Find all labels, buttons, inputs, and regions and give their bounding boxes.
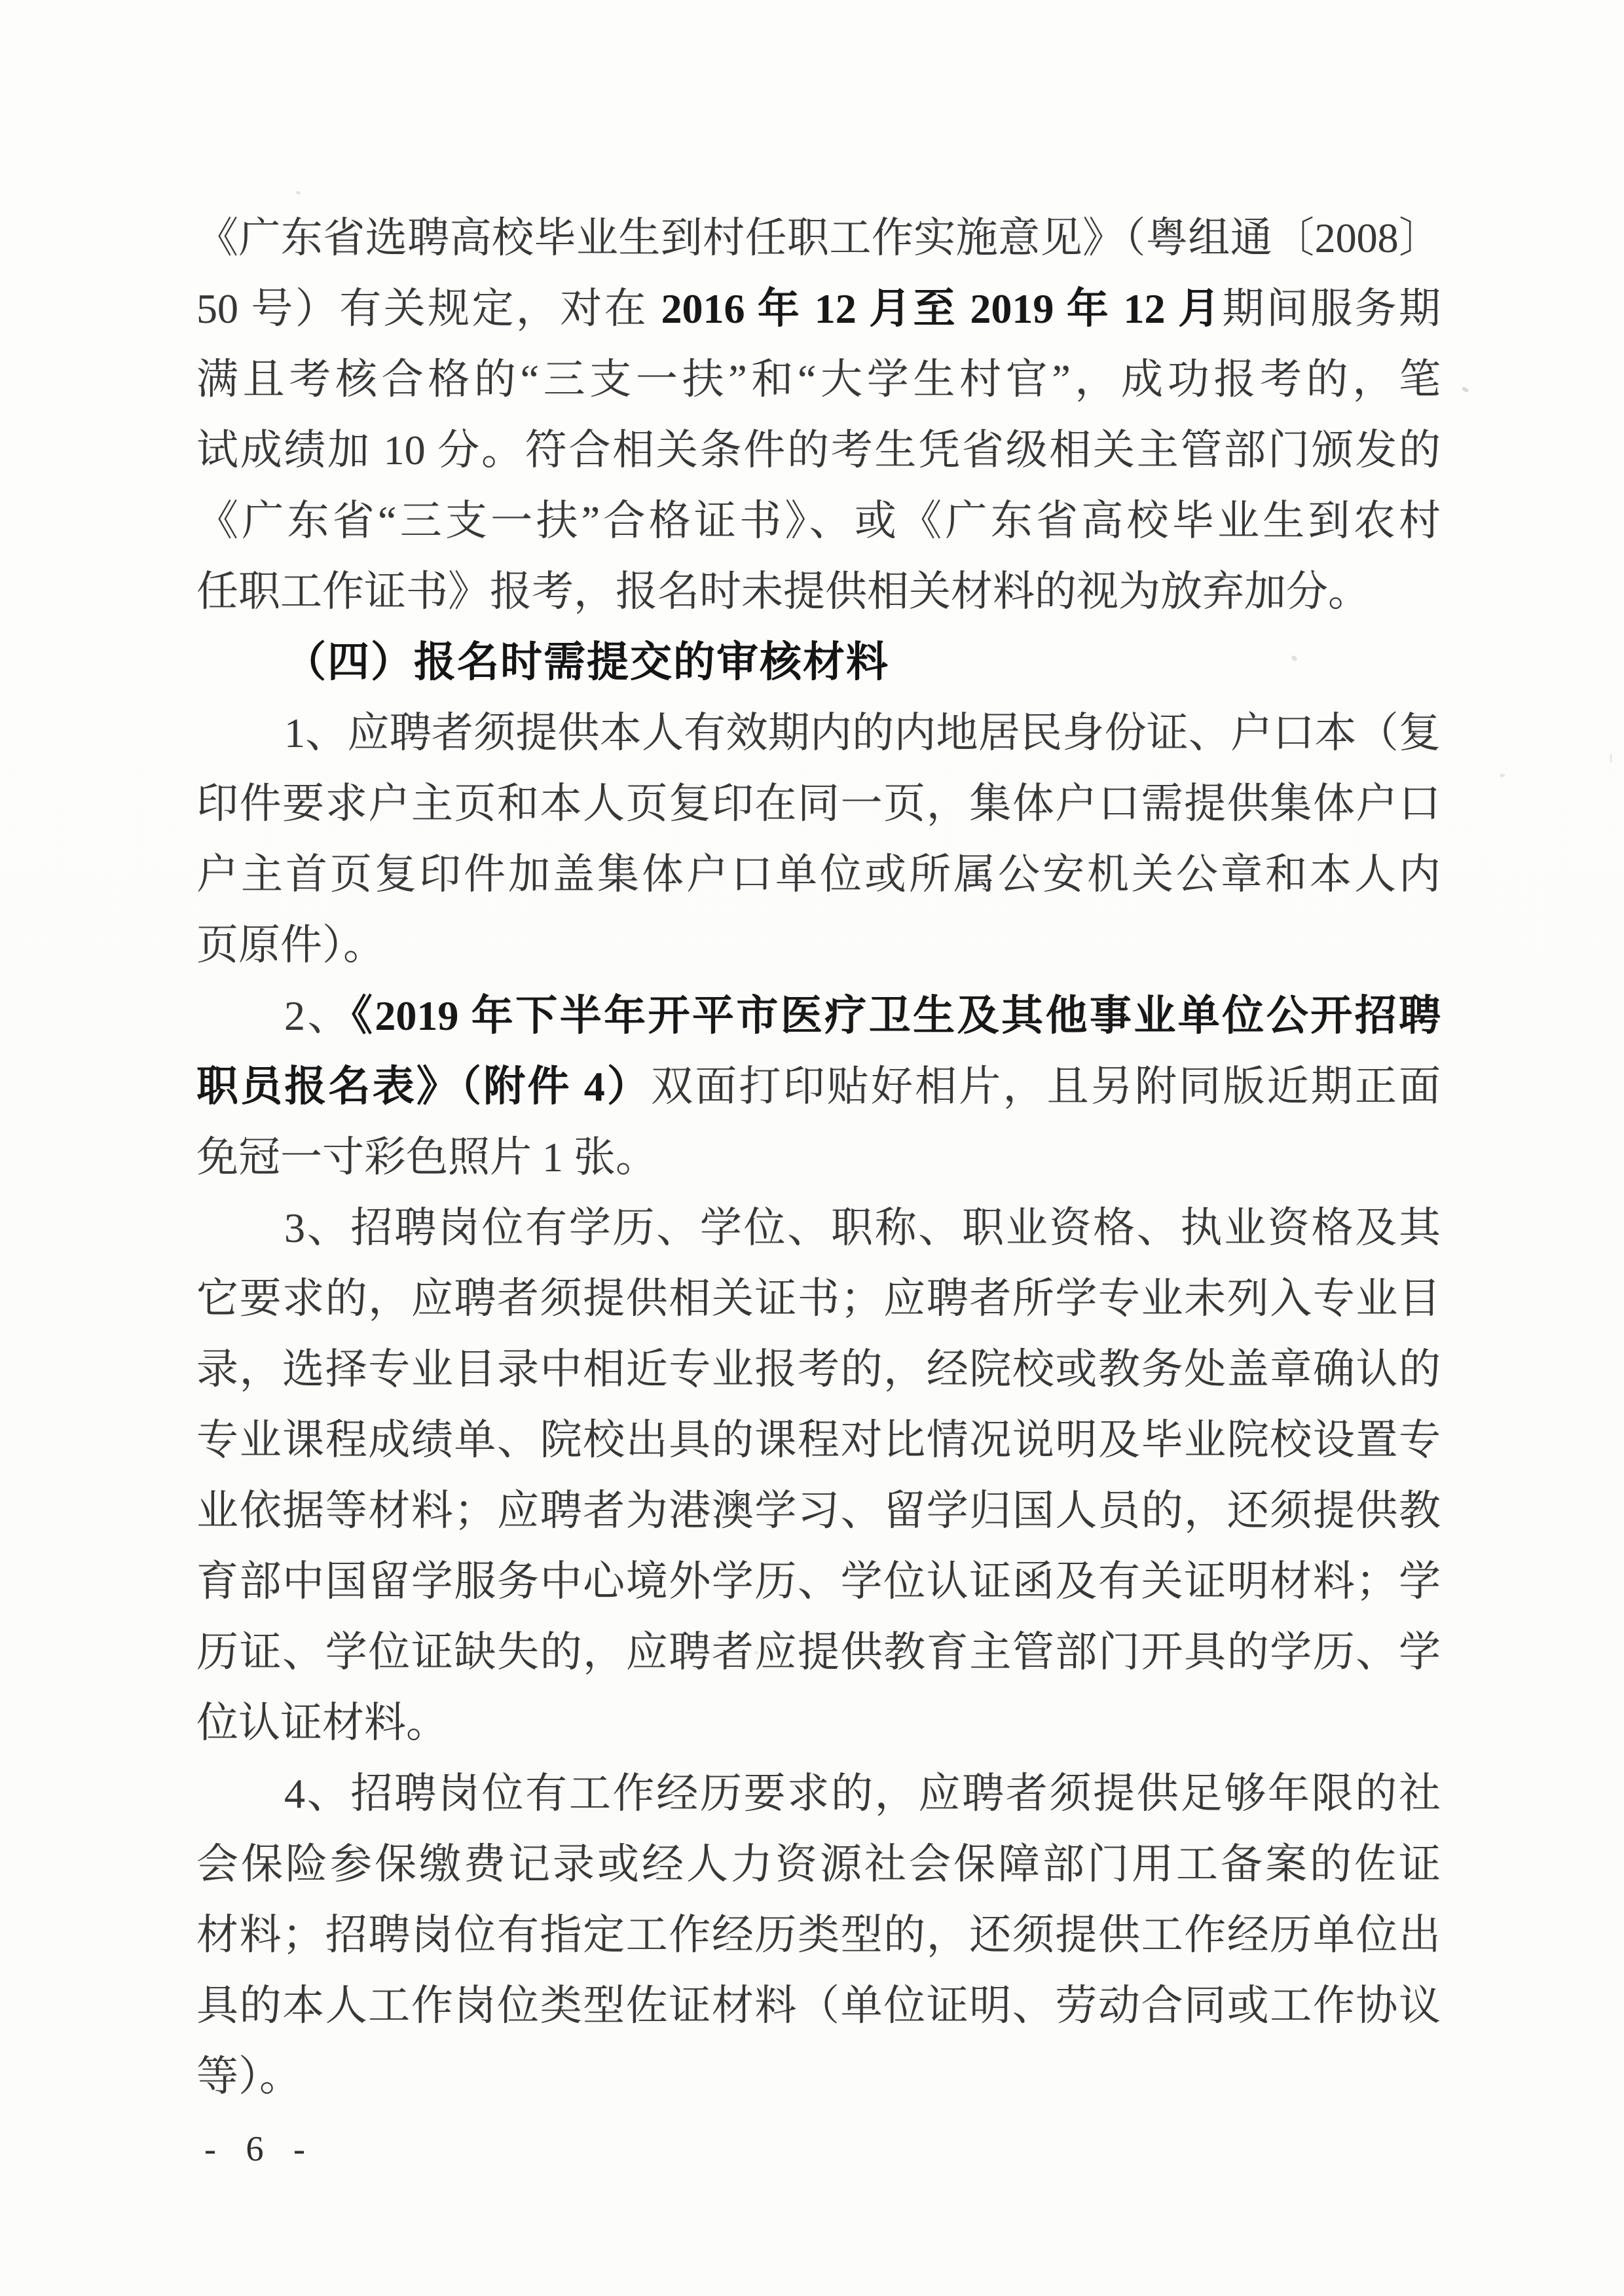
text-line — [196, 486, 1441, 556]
text-line — [196, 556, 1441, 627]
bold-text-run: 2016 年 12 月至 2019 年 12 月 — [661, 285, 1223, 332]
text-run: 专业课程成绩单、院校出具的课程对比情况说明及毕业院校设置专 — [196, 1417, 1441, 1463]
bold-text-run: 职员报名表》（附件 4） — [196, 1063, 652, 1110]
text-run: 期间服务期 — [1222, 285, 1441, 332]
text-run: 满且考核合格的“三支一扶”和“大学生村官”，成功报考的，笔 — [196, 356, 1441, 403]
text-line — [196, 981, 1441, 1051]
text-run: 页原件）。 — [196, 922, 385, 968]
text-run: 会保险参保缴费记录或经人力资源社会保障部门用工备案的佐证 — [196, 1841, 1441, 1887]
text-line — [196, 1264, 1441, 1334]
text-run: 它要求的，应聘者须提供相关证书；应聘者所学专业未列入专业目 — [196, 1275, 1441, 1322]
text-line — [196, 1051, 1441, 1122]
text-line — [196, 274, 1441, 344]
text-line — [196, 910, 1441, 981]
text-line — [196, 698, 1441, 769]
text-run: 4、招聘岗位有工作经历要求的，应聘者须提供足够年限的社 — [284, 1770, 1441, 1817]
text-run: 户主首页复印件加盖集体户口单位或所属公安机关公章和本人内 — [196, 851, 1441, 898]
text-run: 试成绩加 10 分。符合相关条件的考生凭省级相关主管部门颁发的 — [196, 427, 1441, 473]
text-line — [196, 1688, 1441, 1758]
text-run: 50 号）有关规定，对在 — [196, 285, 661, 332]
scan-speck — [1500, 774, 1505, 777]
text-line — [196, 1193, 1441, 1264]
text-run: 任职工作证书》报考，报名时未提供相关材料的视为放弃加分。 — [196, 568, 1370, 615]
text-line — [196, 415, 1441, 486]
text-run: 业依据等材料；应聘者为港澳学习、留学归国人员的，还须提供教 — [196, 1487, 1441, 1534]
text-line — [196, 2041, 1441, 2112]
text-run: 录，选择专业目录中相近专业报考的，经院校或教务处盖章确认的 — [196, 1346, 1441, 1393]
document-text-block — [196, 203, 1441, 2112]
section-heading — [196, 627, 1441, 698]
bold-text-run: 《2019 年下半年开平市医疗卫生及其他事业单位公开招聘 — [351, 993, 1441, 1039]
text-run: 位认证材料。 — [196, 1700, 448, 1746]
text-run: 《广东省选聘高校毕业生到村任职工作实施意见》（粤组通〔2008〕 — [196, 215, 1441, 261]
text-line — [196, 1546, 1441, 1617]
text-line — [196, 1122, 1441, 1193]
text-run: 具的本人工作岗位类型佐证材料（单位证明、劳动合同或工作协议 — [196, 1982, 1441, 2029]
text-line — [196, 1405, 1441, 1476]
text-run: 等）。 — [196, 2053, 301, 2100]
text-line — [196, 839, 1441, 910]
text-run: 2、 — [284, 993, 352, 1039]
text-run: 免冠一寸彩色照片 1 张。 — [196, 1134, 657, 1180]
text-run: 历证、学位证缺失的，应聘者应提供教育主管部门开具的学历、学 — [196, 1629, 1441, 1675]
scan-speck — [754, 1651, 758, 1654]
text-line — [196, 203, 1441, 274]
text-run: 《广东省“三支一扶”合格证书》、或《广东省高校毕业生到农村 — [196, 498, 1441, 544]
text-line — [196, 1476, 1441, 1546]
text-line — [196, 1971, 1441, 2041]
scan-speck — [295, 191, 301, 195]
text-line — [196, 769, 1441, 839]
text-run: 育部中国留学服务中心境外学历、学位认证函及有关证明材料；学 — [196, 1558, 1441, 1605]
text-line — [196, 1829, 1441, 1900]
text-run: 材料；招聘岗位有指定工作经历类型的，还须提供工作经历单位出 — [196, 1912, 1441, 1958]
bold-text-run: （四）报名时需提交的审核材料 — [284, 639, 889, 685]
text-line — [196, 1758, 1441, 1829]
text-run: 双面打印贴好相片，且另附同版近期正面 — [651, 1063, 1441, 1110]
text-line — [196, 1617, 1441, 1688]
text-line — [196, 1900, 1441, 1971]
text-run: 印件要求户主页和本人页复印在同一页，集体户口需提供集体户口 — [196, 780, 1441, 827]
page-number: - 6 - — [204, 2129, 316, 2168]
text-run: 3、招聘岗位有学历、学位、职称、职业资格、执业资格及其 — [284, 1205, 1441, 1251]
text-line — [196, 344, 1441, 415]
scan-speck — [1610, 753, 1612, 763]
text-run: 1、应聘者须提供本人有效期内的内地居民身份证、户口本（复 — [284, 710, 1441, 756]
text-line — [196, 1334, 1441, 1405]
scan-speck — [1461, 386, 1469, 393]
